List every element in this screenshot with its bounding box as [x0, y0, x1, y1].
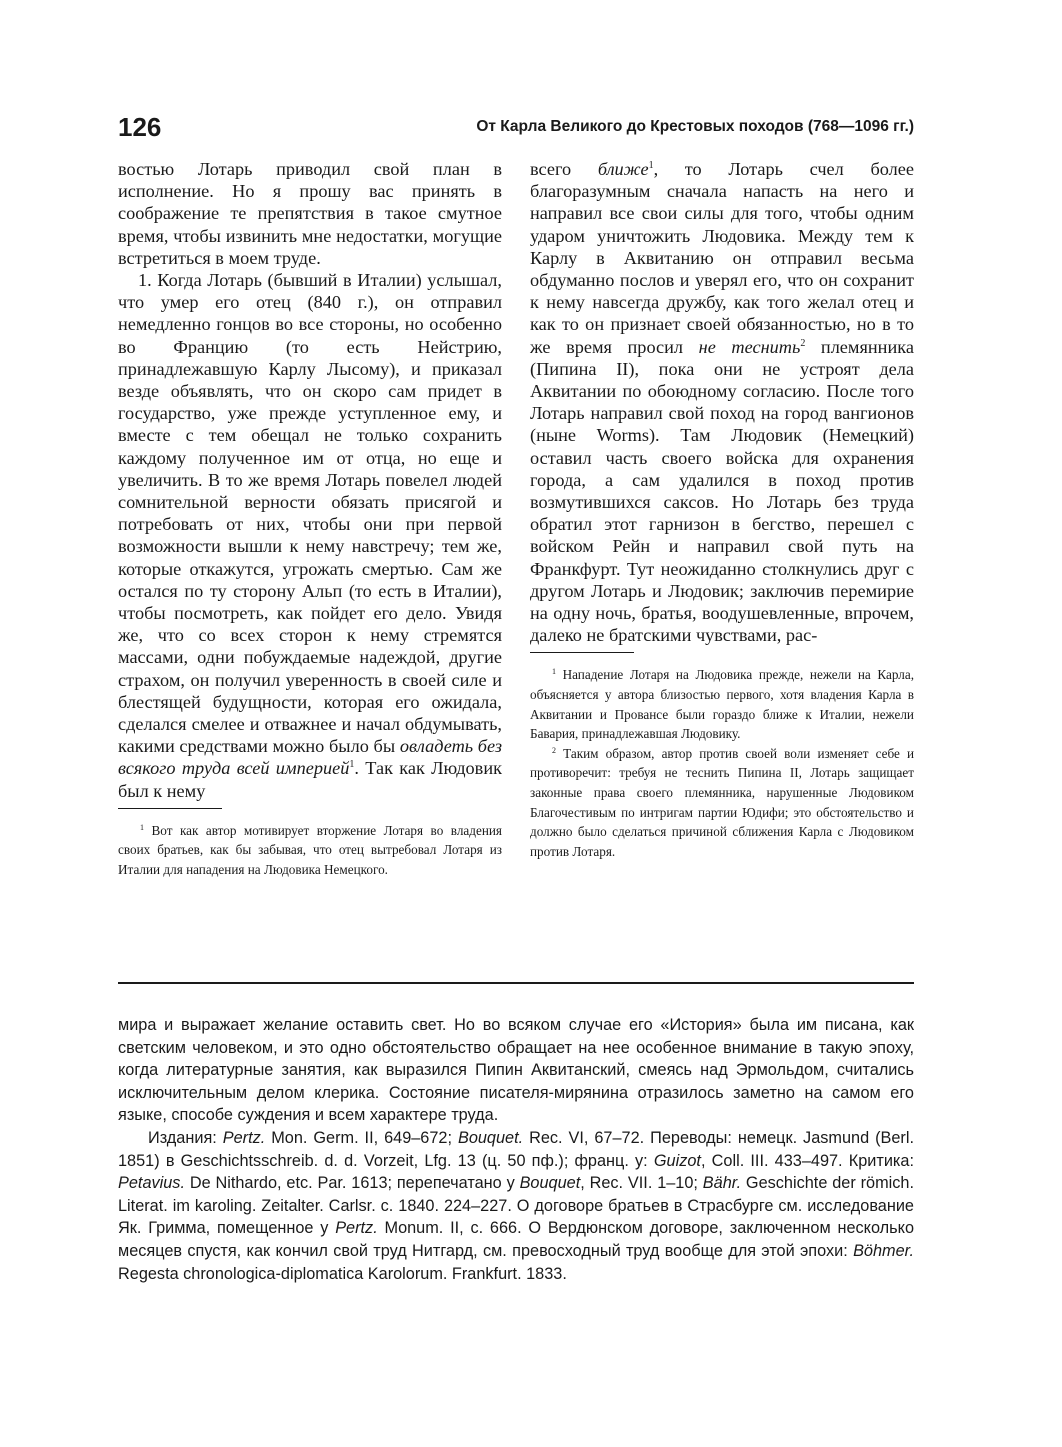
editions-text-a: Издания: [148, 1128, 223, 1147]
author-bouquet-2: Bouquet [519, 1174, 581, 1193]
footnote-right-1-text: Нападение Лотаря на Людовика прежде, нежели на Карла, объясняется у автора близостью первого, хотя владения Карла в Аквитании и Провансе были гораздо ближе к Италии, нежели Бавария, принадлежавшая Людовику. [530, 667, 914, 742]
editions-text-h: Monum. II, с. 666. О Вердюнском договоре, заключенном несколько месяцев спустя, как кончил свой труд Нитгард, см. превосходный труд вообще для этой эпохи: [118, 1219, 914, 1260]
footnote-ref-right-2[interactable]: 2 [800, 337, 806, 349]
footnote-ref-right-1[interactable]: 1 [648, 160, 654, 171]
page-header [118, 110, 914, 150]
left-paragraph-1-tail: . Так как Людовик был к нему [118, 758, 502, 801]
right-column [530, 158, 914, 861]
author-guizot: Guizot [653, 1151, 701, 1170]
editions-text-e: De Nithardo, etc. Par. 1613; перепечатано у [184, 1174, 520, 1193]
running-title: От Карла Великого до Крестовых походов (768—1096 гг.) [476, 118, 914, 135]
commentary-paragraph-1: мира и выражает желание оставить свет. Но во всяком случае его «История» была им писана, как светским человеком, и это одно обстоятельство обращает на нее особенное внимание в такую эпоху, когда литературные занятия, как выразился Пипин Аквитанский, смеясь над Эрмольдом, считались исключительным делом клерика. Состояние писателя-мирянина отразилось заметно на самом его языке, способе суждения и всем характере труда. [118, 1016, 914, 1125]
left-paragraph-1 [118, 269, 502, 802]
footnote-right-2-text: Таким образом, автор против своей воли изменяет себе и противоречит: требуя не теснить Пипина II, Лотарь защищает законные права своего племянника, нарушенные Людовиком Благочестивым по интригам партии Юдифи; это обстоятельство и должно было сделаться причиной сближения Карла с Людовиком против Лотаря. [530, 745, 914, 859]
footnote-divider-right [530, 652, 634, 653]
left-paragraph-continuation: востью Лотарь приводил свой план в исполнение. Но я прошу вас принять в соображение те препятствия в такое смутное время, чтобы извинить мне недостатки, могущие встретиться в моем труде. [118, 159, 502, 268]
editions-paragraph [118, 1127, 914, 1285]
footnote-left-1-number: 1 [140, 822, 144, 832]
editions-text-f: , Rec. VII. 1–10; [580, 1174, 703, 1193]
author-bohmer: Böhmer. [853, 1241, 914, 1260]
editions-text-b: Mon. Germ. II, 649–672; [265, 1128, 458, 1147]
editions-text-g: Geschichte der römich. Literat. im karoling. Zeitalter. Carlsr. c. 1840. 224–227. О договоре братьев в Страсбурге см. исследование Як. Гримма, помещенное у [118, 1174, 914, 1238]
footnote-right-2 [530, 744, 914, 862]
footnote-divider-left [118, 808, 222, 809]
author-pertz-2: Pertz. [335, 1219, 378, 1238]
right-paragraph-italic-2: не теснить [698, 336, 801, 357]
right-paragraph-italic-1: ближе [597, 159, 649, 179]
footnote-right-1-number: 1 [552, 667, 556, 677]
footnote-right-2-number: 2 [552, 745, 556, 755]
editions-text-c: Rec. VI, 67–72. Переводы: немецк. Jasmund (Berl. 1851) в Geschichtsschreib. d. d. Vorzeit, Lfg. 13 (ц. 50 пф.); франц. у: [118, 1128, 914, 1170]
left-paragraph-1-text: 1. Когда Лотарь (бывший в Италии) услышал, что умер его отец (840 г.), он отправил немедленно гонцов во все стороны, но особенно во Францию (то есть Нейстрию, принадлежавшую Карлу Лысому), и приказал везде объявлять, что он скоро сам придет в государство, уже прежде уступленное ему, и вместе с тем обещал не только сохранить каждому полученное им от отца, но еще и увеличить. В то же время Лотарь повелел людей сомнительной верности обязать присягой и потребовать от них, чтобы они при первой возможности вышли к нему навстречу; тем же, которые откажутся, угрожать смертью. Сам же остался по ту сторону Альп (то есть в Италии), чтобы посмотреть, как пойдет его дело. Увидя же, что со всех сторон к нему стремятся массами, одни побуждаемые надеждой, другие страхом, он получил уверенность в своей силе и блестящей будущности, которая его ожидала, сделался смелее и отважнее и начал обдумывать, какими средствами можно было бы [118, 270, 502, 757]
page-number: 126 [118, 112, 162, 142]
author-pertz: Pertz. [222, 1128, 266, 1147]
section-divider [118, 982, 914, 984]
left-paragraph-1-italic: овладеть без всякого труда всей империей [118, 736, 503, 779]
footnote-right-1 [530, 665, 914, 743]
right-paragraph-tail: племянника (Пипина II), пока они не устроят дела Аквитании по обоюдному согласию. После того Лотарь направил свой поход на город вангионов (ныне Worms). Там Людовик (Немецкий) оставил часть своего войска для охранения города, а сам удалился в поход против возмутившихся саксов. Но Лотарь без труда обратил этот гарнизон в бегство, перешел с войском Рейн и направил свой путь на Франкфурт. Тут неожиданно столкнулись друг с другом Лотарь и Людовик; заключив перемирие на одну ночь, братья, воодушевленные, впрочем, далеко не братскими чувствами, рас- [530, 336, 914, 646]
right-paragraph-lead: всего [530, 159, 572, 179]
author-bahr: Bähr. [702, 1174, 742, 1193]
left-column [118, 158, 502, 880]
commentary-section [118, 1014, 914, 1285]
author-bouquet: Bouquet. [457, 1128, 524, 1147]
footnote-ref-left-1[interactable]: 1 [349, 759, 355, 771]
editions-text-d: , Coll. III. 433–497. Критика: [700, 1151, 914, 1170]
footnote-left-1 [118, 821, 502, 880]
editions-text-j: Regesta chronologica-diplomatica Karolorum. Frankfurt. 1833. [118, 1264, 567, 1283]
author-petavius: Petavius. [118, 1174, 185, 1193]
footnote-left-1-text: Вот как автор мотивирует вторжение Лотаря во владения своих братьев, как бы забывая, что отец вытребовал Лотаря из Италии для нападения на Людовика Немецкого. [118, 822, 502, 878]
right-paragraph [530, 158, 914, 646]
right-paragraph-mid: , то Лотарь счел более благоразумным сначала напасть на него и направил все свои силы для того, чтобы одним ударом уничтожить Людовика. Между тем к Карлу в Аквитанию он отправил весьма обдуманно послов и уверял его, что он сохранит к нему навсегда дружбу, как того желал отец и как то он признает своей обязанностью, но в то же время просил [530, 159, 914, 357]
